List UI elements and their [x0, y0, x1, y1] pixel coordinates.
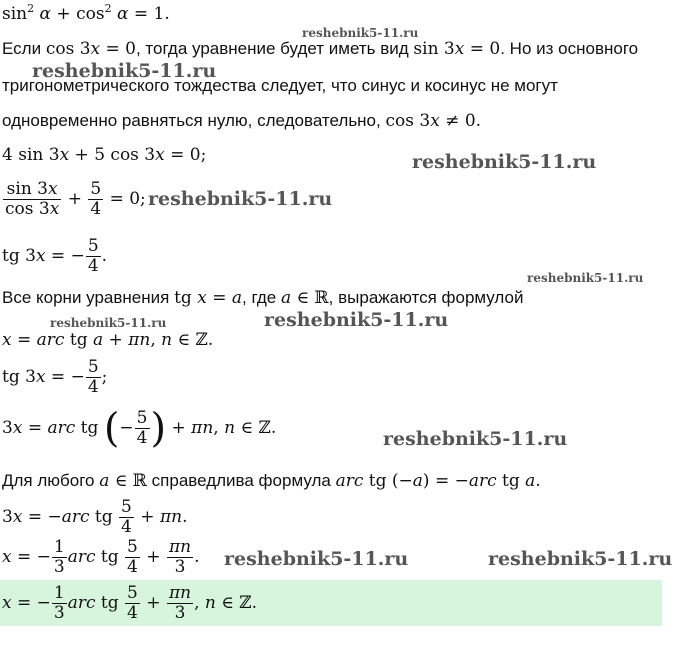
tangent-value-line: tg 3x = − $\frac{5}{4}$ .	[2, 236, 108, 277]
solution-3x-line: 3x = arc tg (− $\frac{5}{4}$ ) + πn, n ∈ ℤ.	[2, 405, 277, 452]
roots-formula-intro-line: Все корни уравнения tg x = a, где a ∈ ℝ, выражаются формулой	[2, 288, 524, 308]
case-cos-zero-line: Если cos 3x = 0, тогда уравнение будет иметь вид sin 3x = 0. Но из основного	[2, 39, 639, 59]
watermark: reshebnik5-11.ru	[224, 548, 409, 570]
watermark: reshebnik5-11.ru	[264, 309, 449, 331]
equation-line: 4 sin 3x + 5 cos 3x = 0;	[2, 145, 207, 165]
oddness-formula-line: Для любого a ∈ ℝ справедлива формула arc tg (−a) = −arc tg a.	[2, 471, 541, 491]
text-togda: , тогда уравнение будет иметь вид	[135, 39, 409, 58]
watermark: reshebnik5-11.ru	[488, 548, 673, 570]
text-vyr: , выражаются формулой	[328, 288, 524, 307]
divided-equation-line: $\frac{\sin 3x}{\cos 3x}$ + $\frac{5}{4}$ = 0;	[5, 179, 146, 220]
explanation-line: тригонометрического тождества следует, что синус и косинус не могут	[2, 76, 558, 95]
watermark: reshebnik5-11.ru	[50, 316, 167, 330]
watermark: reshebnik5-11.ru	[32, 60, 217, 82]
conclusion-line: одновременно равняться нулю, следовательно, cos 3x ≠ 0.	[2, 111, 482, 131]
watermark: reshebnik5-11.ru	[148, 188, 333, 210]
watermark: reshebnik5-11.ru	[527, 271, 644, 285]
tangent-value-repeat-line: tg 3x = − $\frac{5}{4}$ ;	[2, 357, 108, 398]
text-gde: , где	[242, 288, 277, 307]
identity-line: $\sin^2 \alpha + \cos^2 \alpha = 1$.	[2, 2, 170, 24]
text-l4: одновременно равняться нулю, следовательно,	[2, 111, 381, 130]
text-no-iz: . Но из основного	[500, 39, 639, 58]
watermark: reshebnik5-11.ru	[412, 151, 597, 173]
watermark: reshebnik5-11.ru	[302, 26, 419, 40]
general-formula-line: x = arc tg a + πn, n ∈ ℤ.	[2, 330, 214, 350]
text-esli: Если	[2, 39, 42, 58]
final-answer-line: x = − $\frac{1}{3}$ arc tg $\frac{5}{4}$ + $\frac{\pi n}{3}$ , n ∈ ℤ.	[2, 583, 258, 624]
solution-x-line: x = − $\frac{1}{3}$ arc tg $\frac{5}{4}$ + $\frac{\pi n}{3}$ .	[2, 537, 200, 578]
solution-3x-simplified-line: 3x = −arc tg $\frac{5}{4}$ + πn.	[2, 497, 188, 538]
watermark: reshebnik5-11.ru	[383, 428, 568, 450]
text-vse: Все корни уравнения	[2, 288, 170, 307]
text-sprav: справедлива формула	[151, 471, 331, 490]
text-dlya: Для любого	[2, 471, 95, 490]
